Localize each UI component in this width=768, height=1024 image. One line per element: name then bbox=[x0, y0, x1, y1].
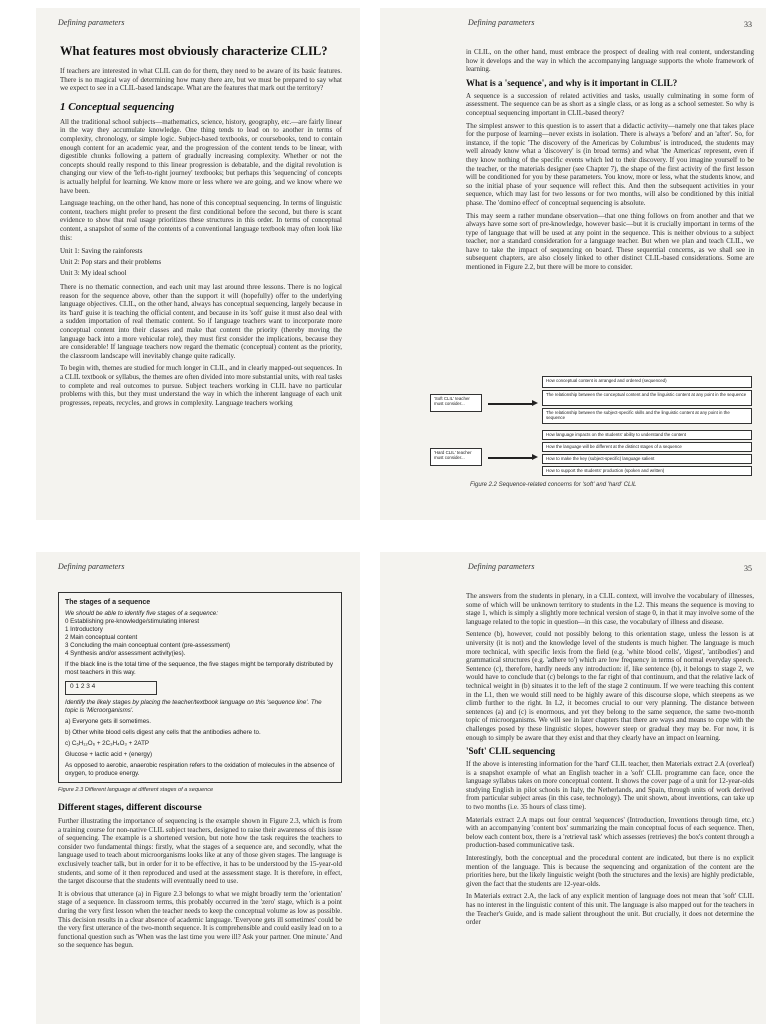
box-text: If the black line is the total time of the sequence, the five stages might be temporally distributed by most teachers in this way. bbox=[65, 661, 333, 676]
unit-item: Unit 2: Pop stars and their problems bbox=[60, 258, 162, 267]
soft-clil-label-box: 'Soft CLIL' teacher must consider... bbox=[430, 394, 482, 412]
unit-item: Unit 1: Saving the rainforests bbox=[60, 247, 143, 256]
page-34 bbox=[36, 552, 360, 1024]
hard-item-box: How the language will be different at the distinct stages of a sequence bbox=[542, 442, 752, 452]
stages-box bbox=[58, 592, 342, 783]
stage-item: 2 Main conceptual content bbox=[65, 634, 138, 641]
section-heading: 'Soft' CLIL sequencing bbox=[466, 746, 556, 757]
page-35 bbox=[380, 552, 766, 1024]
box-lead: We should be able to identify five stages of a sequence: bbox=[65, 610, 218, 617]
soft-item-box: How conceptual content is arranged and ordered (sequenced) bbox=[542, 376, 752, 388]
paragraph: Sentence (b), however, could not possibly belong to this orientation stage, unless the lesson is at university (it is not) and the knowledge level of the students is much higher. The language is much more technical, with specific lexis from the field (e.g. 'white blood cells', 'digest', 'antibodies') and grammatical structures (e.g. 'adhere to') which are low frequency in terms of normal everyday speech. Sentence (c), therefore, hardly needs any introduction: if, like sentence (b), it belongs to stage 2, we would have to conclude that (c) belongs to the far right of that continuum, and that the relative lack of technical weight in (b) situates it to the left of the stage 2 continuum. If we were teaching this content in the L1, then we would still need to be highly aware of this discourse slope, which steepens as we climb further to the right. In L2, it becomes crucial to our very planning. The distance between sentences (a) and (c) is enormous, and yet they belong to the same sequence, the same two-month topic of microorganisms. We will see in later chapters that there are ways and means to cope with the challenges posed by these linguistic slopes, however steep or gradual they may be. For now, it is enough to simply be aware that they exist and that they clearly have an impact on learning. bbox=[466, 630, 754, 742]
hard-clil-label-box: 'Hard CLIL' teacher must consider... bbox=[430, 448, 482, 466]
paragraph: Language teaching, on the other hand, has none of this conceptual sequencing. In terms of linguistic content, teachers might prefer to present the first conditional before the second, but there is scant evidence to show that real usage prioritizes these structures in this order. In terms of conceptual content, a snapshot of some of the contents of a conventional language textbook may often look like this: bbox=[60, 199, 342, 242]
intro-paragraph: If teachers are interested in what CLIL can do for them, they need to be aware of its basic features. There is no magical way of determining how many there are, but we must be prepared to say what we expect to see in a CLIL-based landscape. What are the features that mark out the territory? bbox=[60, 67, 342, 93]
stage-item: 0 Establishing pre-knowledge/stimulating interest bbox=[65, 618, 200, 625]
sequence-line: 0 1 2 3 4 bbox=[65, 681, 157, 695]
arrow-right-icon bbox=[488, 403, 534, 405]
running-header: Defining parameters bbox=[468, 18, 535, 27]
section-heading: 1 Conceptual sequencing bbox=[60, 100, 175, 113]
paragraph: In Materials extract 2.A, the lack of any explicit mention of language does not mean that 'soft' CLIL has no interest in the linguistic content of this unit. The language is also mapped out for the teachers in the Teacher's Guide, and is made salient throughout the unit. But crucially, it does not determine the order bbox=[466, 892, 754, 927]
paragraph: Materials extract 2.A maps out four central 'sequences' (Introduction, Inventions through time, etc.) with an accompanying 'content box' summarizing the main conceptual focus of each sequence. Then, below each content box, there is a 'retrieval task' which assesses (retrieves) the box's content through a production-based communicative task. bbox=[466, 815, 754, 850]
page-number: 33 bbox=[744, 20, 752, 29]
utterance-c: c) C₆H₁₂O₆ + 2C₃H₄O₃ + 2ATP bbox=[65, 740, 149, 747]
paragraph: The answers from the students in plenary, in a CLIL context, will involve the vocabulary of illnesses, some of which will be unknown territory to students in the L2. This means the sequence is moving to stage 1, which is simply a slightly more technical version of stage 0, in that it may involve some of the language related to the topic in question—in this case, the vocabulary of illness and disease. bbox=[466, 592, 754, 626]
stage-item: 1 Introductory bbox=[65, 626, 103, 633]
paragraph: There is no thematic connection, and each unit may last around three lessons. There is no logical reason for the sequence above, other than the support it will (hopefully) offer to the underlying language objectives. CLIL, on the other hand, always has conceptual sequencing, largely because in its 'hard' guise it is teaching the official content, and because in its 'soft' guise it must also deal with a sudden importation of real thematic content. So if language teachers want to incorporate more conceptual content into their classes and make that content the priority (thereby moving the language back into a more vehicular role), they must first consider the implications, because they are considerable! If language teachers now regard the thematic (conceptual) content as the priority, the classroom landscape will inevitably change quite radically. bbox=[60, 283, 342, 360]
utterance-a: a) Everyone gets ill sometimes. bbox=[65, 718, 151, 725]
page-32 bbox=[36, 8, 360, 520]
paragraph: A sequence is a succession of related activities and tasks, usually culminating in some form of assessment. The sequence can be as short as a single class, or as long as a school semester. So why is conceptual sequencing important in CLIL-based theory? bbox=[466, 91, 754, 117]
hard-item-box: How to support the students' production (spoken and written) bbox=[542, 466, 752, 476]
unit-list bbox=[60, 246, 342, 279]
page-33 bbox=[380, 8, 766, 520]
stage-item: 4 Synthesis and/or assessment activity(ies). bbox=[65, 650, 186, 657]
section-heading: Different stages, different discourse bbox=[58, 803, 202, 813]
chapter-heading: What features most obviously characterize CLIL? bbox=[60, 44, 328, 58]
paragraph: The simplest answer to this question is to assert that a didactic activity—namely one that takes place for the purpose of learning—never exists in isolation. There is always a 'before' and an 'after'. So, for instance, if the topic 'The discovery of the Americas by Columbus' is introduced, the students may well already know what a 'discovery' is (in broad terms) and what 'the Americas' represent, even if they know nothing of the specific events which led to their discovery. If you imagine yourself to be the teacher, or the materials designer (see Chapter 7), the shape of the first activity of the first lesson will be conditioned for you by these parameters. You know, more or less, what the students know, and so the initial phase of your sequence will reflect this. And then the subsequent activities in your sequence, which may last for two lessons or for two months, will also be conditioned by this initial phase. The 'domino effect' of conceptual sequencing is absolute. bbox=[466, 121, 754, 207]
running-header: Defining parameters bbox=[468, 562, 535, 571]
paragraph: This may seem a rather mundane observation—that one thing follows on from another and that we always have some sort of pre-knowledge, however basic—but it is crucially important in terms of the type of language that will be used at any point in the sequence. This is neither obvious to a subject teacher, nor a standard consideration for a language teacher. But when we plan and teach CLIL, we have to take the impact of sequencing on board. These sequential concerns, as we shall see in subsequent chapters, are also closely linked to other distinct CLIL-based considerations. Some are mentioned in Figure 2.2, but there will be more to consider. bbox=[466, 211, 754, 272]
figure-caption: Figure 2.2 Sequence-related concerns for 'soft' and 'hard' CLIL bbox=[470, 482, 637, 488]
hard-item-box: How to make the key (subject-specific) language salient bbox=[542, 454, 752, 464]
running-header: Defining parameters bbox=[58, 18, 125, 27]
paragraph: in CLIL, on the other hand, must embrace the prospect of dealing with real content, understanding how it develops and the way in which the accompanying language supports the whole framework of learning. bbox=[466, 48, 754, 74]
figure-caption: Figure 2.3 Different language at different stages of a sequence bbox=[58, 787, 214, 793]
box-task: Identify the likely stages by placing the teacher/textbook language on this 'sequence line'. The topic is 'Microorganisms'. bbox=[65, 699, 322, 714]
page-number: 35 bbox=[744, 564, 752, 573]
section-heading: What is a 'sequence', and why is it important in CLIL? bbox=[466, 77, 678, 88]
unit-item: Unit 3: My ideal school bbox=[60, 269, 127, 278]
arrow-right-icon bbox=[488, 457, 534, 459]
figure-2-2 bbox=[386, 376, 762, 496]
paragraph: Interestingly, both the conceptual and the procedural content are indicated, but there is no explicit mention of the language. This is because the sequencing and organization of the content are the priorities here, but the likely linguistic weight (both the structures and the lexis) are highly predictable, given the fact that the students are 12-year-olds. bbox=[466, 854, 754, 888]
paragraph: To begin with, themes are studied for much longer in CLIL, and in clearly mapped-out sequences. In a CLIL textbook or syllabus, the themes are often divided into more substantial units, with real tasks to complete and real outcomes to pursue. Subject teachers working in CLIL have no particular problems with this, but they must understand the way in which the inherent language of each unit progresses, repeats, recycles, and grows in complexity. Language teachers working bbox=[60, 364, 342, 407]
paragraph: It is obvious that utterance (a) in Figure 2.3 belongs to what we might broadly term the 'orientation' stage of a sequence. In classroom terms, this probably occurred in the 'zero' stage, which is a point during the very first lesson when the teacher needs to keep the conceptual volume as low as possible. This decision results in a clear absence of academic language. 'Everyone gets ill sometimes' could be the very first utterance of the two-month sequence. It is comprehensible and could easily lead on to a functional question such as 'When was the last time you were ill? Ask your partner. One minute.' And so the sequence has begun. bbox=[58, 889, 342, 950]
soft-item-box: The relationship between the subject-specific skills and the linguistic content at any point in the sequence bbox=[542, 408, 752, 424]
paragraph: All the traditional school subjects—mathematics, science, history, geography, etc.—are fairly linear in the way they accumulate knowledge. One thing tends to lead on to another in terms of complexity, chronology, or simple logic. Subject-based textbooks, or coursebooks, tend to contain enough content for an academic year, and the progression of the content tends to be linear, with digestible chunks following a pattern of gradually increasing complexity. Whether or not the concepts should really respond to this linear progression is debatable, and the digital revolution is changing our view of the 'left-to-right journey' textbooks; but perhaps this 'sequencing' of concepts is actually helpful for learning. We know more or less where we are going, and we know where we have been. bbox=[60, 117, 342, 195]
stage-item: 3 Concluding the main conceptual content (pre-assessment) bbox=[65, 642, 231, 649]
hard-item-box: How language impacts on the students' ability to understand the content bbox=[542, 430, 752, 440]
soft-item-box: The relationship between the conceptual content and the linguistic content at any point in the sequence bbox=[542, 390, 752, 406]
running-header: Defining parameters bbox=[58, 562, 125, 571]
utterance-d: As opposed to aerobic, anaerobic respiration refers to the oxidation of molecules in the absence of oxygen, to produce energy. bbox=[65, 762, 335, 777]
utterance-c-gloss: Glucose + lactic acid + (energy) bbox=[65, 751, 153, 758]
paragraph: If the above is interesting information for the 'hard' CLIL teacher, then Materials extract 2.A (overleaf) is a snapshot example of what an English teacher in a 'soft' CLIL programme can face, once the language syllabus takes on more conceptual content. It shows the cover page of a unit for 12-year-olds studying English in pilot schools in Italy, the Netherlands, and Spain, through units of work derived from particular subject areas (in this case, technology). The unit shown, about inventions, can take up to two months (i.e. 35 hours of class time). bbox=[466, 760, 754, 812]
box-title: The stages of a sequence bbox=[65, 599, 151, 606]
paragraph: Further illustrating the importance of sequencing is the example shown in Figure 2.3, which is from a training course for non-native CLIL subject teachers, designed to raise their awareness of this issue of sequencing. The example is a shortened version, but note how the task requires the teachers to consider two fundamental things: firstly, what the stages of a sequence are, and secondly, what the language used to teach about microorganisms looks like at any of those given stages. The language is exclusively teacher talk, but in order for it to be effective, it has to be understood by the 15-year-old students, and some of it then reproduced and used at the assessment stage. It is therefore, in effect, the target discourse that the students will eventually need to use. bbox=[58, 817, 342, 886]
utterance-b: b) Other white blood cells digest any cells that the antibodies adhere to. bbox=[65, 729, 261, 736]
